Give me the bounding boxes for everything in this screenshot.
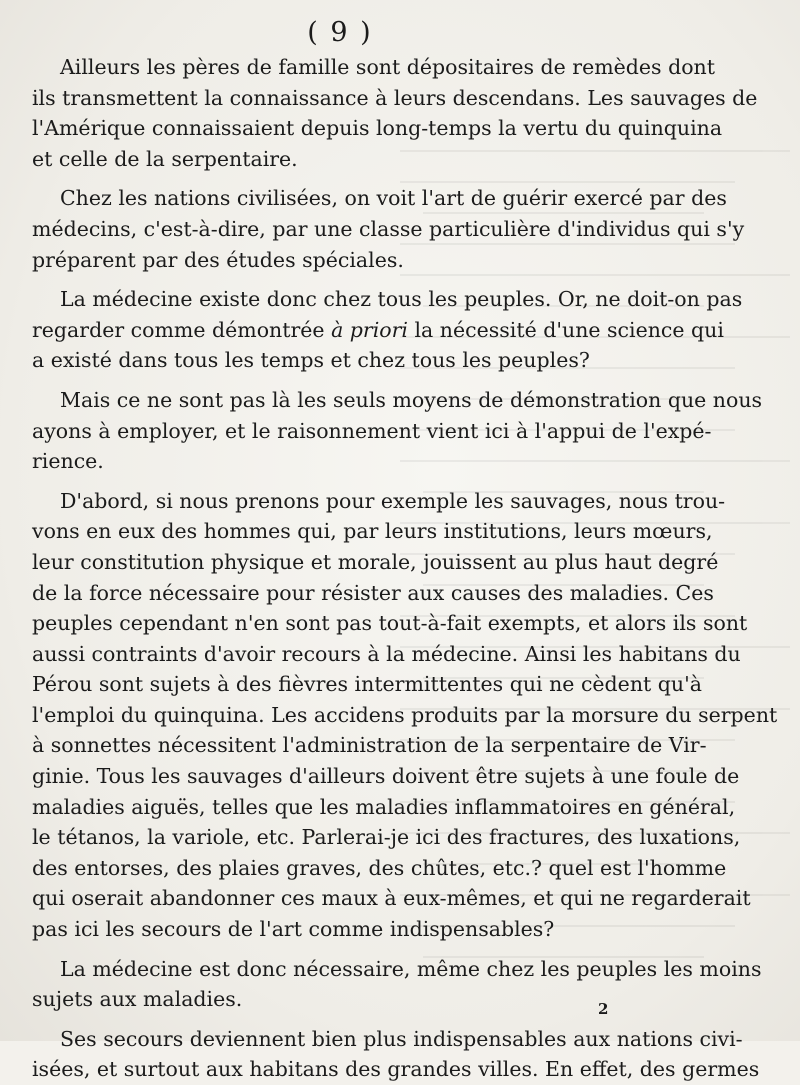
text-line: Ses secours deviennent bien plus indispensables aux nations civi- [60,1026,743,1051]
text-line: vons en eux des hommes qui, par leurs institutions, leurs mœurs, [32,519,713,544]
text-line: ginie. Tous les sauvages d'ailleurs doivent être sujets à une foule de [32,764,740,789]
text-line: l'Amérique connaissaient depuis long-temps la vertu du quinquina [32,116,723,141]
text-line: préparent par des études spéciales. [32,247,404,272]
text-line: à sonnettes nécessitent l'administration de la serpentaire de Vir- [32,733,707,758]
italic-phrase: à priori [331,317,408,342]
text-line: Chez les nations civilisées, on voit l'art de guérir exercé par des [60,186,727,211]
paragraph [32,1024,760,1085]
text-line: des entorses, des plaies graves, des chûtes, etc.? quel est l'homme [32,855,727,880]
text-line: Mais ce ne sont pas là les seuls moyens de démonstration que nous [60,387,763,412]
signature-mark: 2 [598,1000,609,1018]
text-line: pas ici les secours de l'art comme indispensables? [32,917,555,942]
text-line: regarder comme démontrée à priori la nécessité d'une science qui [32,317,724,342]
text-line: Pérou sont sujets à des fièvres intermittentes qui ne cèdent qu'à [32,672,702,697]
text-line: a existé dans tous les temps et chez tous les peuples? [32,348,590,373]
text-line: peuples cependant n'en sont pas tout-à-fait exempts, et alors ils sont [32,611,748,636]
paragraph [32,486,778,945]
text-line: Ailleurs les pères de famille sont dépositaires de remèdes dont [60,55,715,79]
paragraph [32,183,745,275]
text-line: et celle de la serpentaire. [32,146,298,171]
text-line: leur constitution physique et morale, jouissent au plus haut degré [32,549,719,574]
paragraph [32,385,763,477]
paragraph [32,284,743,376]
text-line: médecins, c'est-à-dire, par une classe particulière d'individus qui s'y [32,216,745,241]
text-line: isées, et surtout aux habitans des grandes villes. En effet, des germes [32,1057,760,1082]
text-line: le tétanos, la variole, etc. Parlerai-je ici des fractures, des luxations, [32,825,741,850]
text-line: rience. [32,449,104,474]
paragraph [32,52,758,174]
text-line: l'emploi du quinquina. Les accidens produits par la morsure du serpent [32,702,778,727]
page-number: ( 9 ) [307,17,373,48]
text-line: ayons à employer, et le raisonnement vient ici à l'appui de l'expé- [32,418,712,443]
text-line: qui oserait abandonner ces maux à eux-mêmes, et qui ne regarderait [32,886,751,911]
text-line: ils transmettent la connaissance à leurs descendans. Les sauvages de [32,85,758,110]
text-line: La médecine est donc nécessaire, même chez les peuples les moins [60,956,762,981]
body-text [32,52,778,1085]
text-line: sujets aux maladies. [32,987,243,1012]
text-line: de la force nécessaire pour résister aux causes des maladies. Ces [32,580,714,605]
text-line: La médecine existe donc chez tous les peuples. Or, ne doit-on pas [60,287,743,312]
paragraph [32,954,762,1015]
text-line: D'abord, si nous prenons pour exemple les sauvages, nous trou- [60,488,726,513]
text-line: maladies aiguës, telles que les maladies inflammatoires en général, [32,794,736,819]
text-line: aussi contraints d'avoir recours à la médecine. Ainsi les habitans du [32,641,741,666]
